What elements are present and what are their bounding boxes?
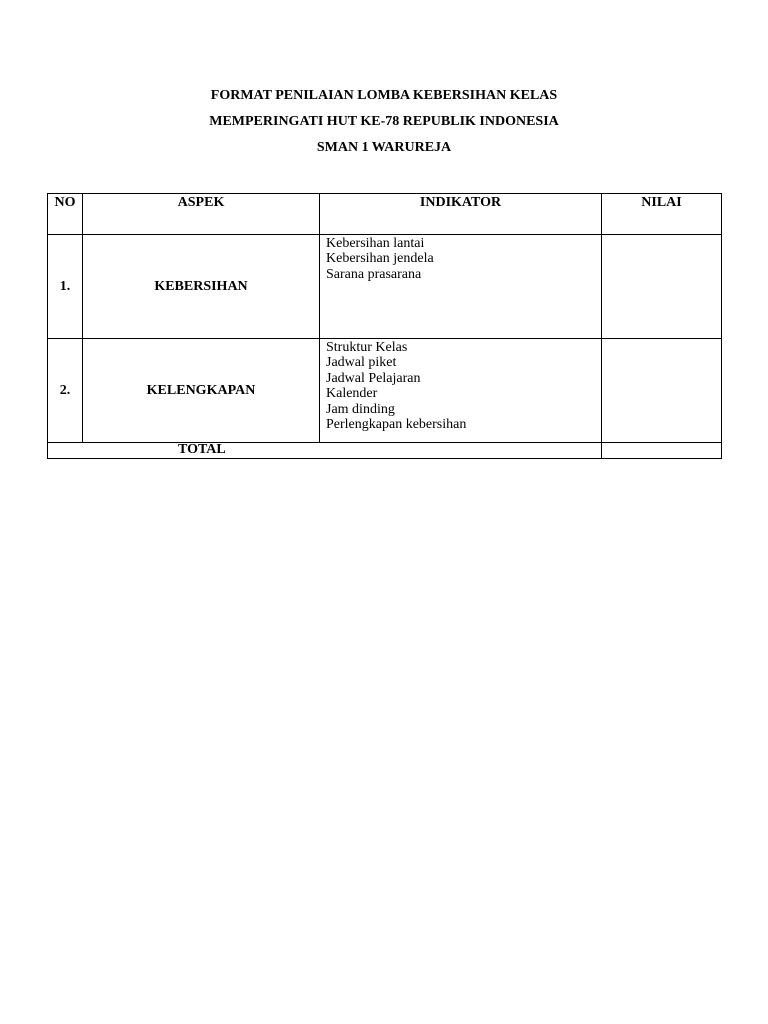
row-indikator-list xyxy=(320,235,602,339)
assessment-table xyxy=(47,193,722,459)
indikator-item: Perlengkapan kebersihan xyxy=(326,417,467,433)
row-nilai-cell[interactable] xyxy=(602,235,722,339)
row-aspek: KEBERSIHAN xyxy=(83,235,320,339)
header-no: NO xyxy=(48,194,83,235)
header-nilai: NILAI xyxy=(602,194,722,235)
indikator-item: Struktur Kelas xyxy=(326,340,408,355)
total-label: TOTAL xyxy=(48,443,602,459)
table-row xyxy=(48,235,722,339)
header-indikator: INDIKATOR xyxy=(320,194,602,235)
indikator-item: Jam dinding xyxy=(326,401,395,417)
document-title-line-3: SMAN 1 WARUREJA xyxy=(316,140,452,155)
indikator-item: Kebersihan jendela xyxy=(326,251,434,267)
total-row xyxy=(48,443,722,459)
indikator-item: Kebersihan lantai xyxy=(326,236,425,251)
row-number: 1. xyxy=(48,235,83,339)
indikator-item: Kalender xyxy=(326,386,378,402)
table-row xyxy=(48,339,722,443)
row-indikator-list xyxy=(320,339,602,443)
row-aspek: KELENGKAPAN xyxy=(83,339,320,443)
document-title-line-2: MEMPERINGATI HUT KE-78 REPUBLIK INDONESIA xyxy=(209,114,559,129)
row-number: 2. xyxy=(48,339,83,443)
table-header-row xyxy=(48,194,722,235)
indikator-item: Jadwal Pelajaran xyxy=(326,370,421,386)
row-nilai-cell[interactable] xyxy=(602,339,722,443)
total-value-cell[interactable] xyxy=(602,443,722,459)
indikator-item: Sarana prasarana xyxy=(326,266,422,282)
document-title-line-1: FORMAT PENILAIAN LOMBA KEBERSIHAN KELAS xyxy=(210,88,558,103)
indikator-item: Jadwal piket xyxy=(326,355,397,371)
header-aspek: ASPEK xyxy=(83,194,320,235)
